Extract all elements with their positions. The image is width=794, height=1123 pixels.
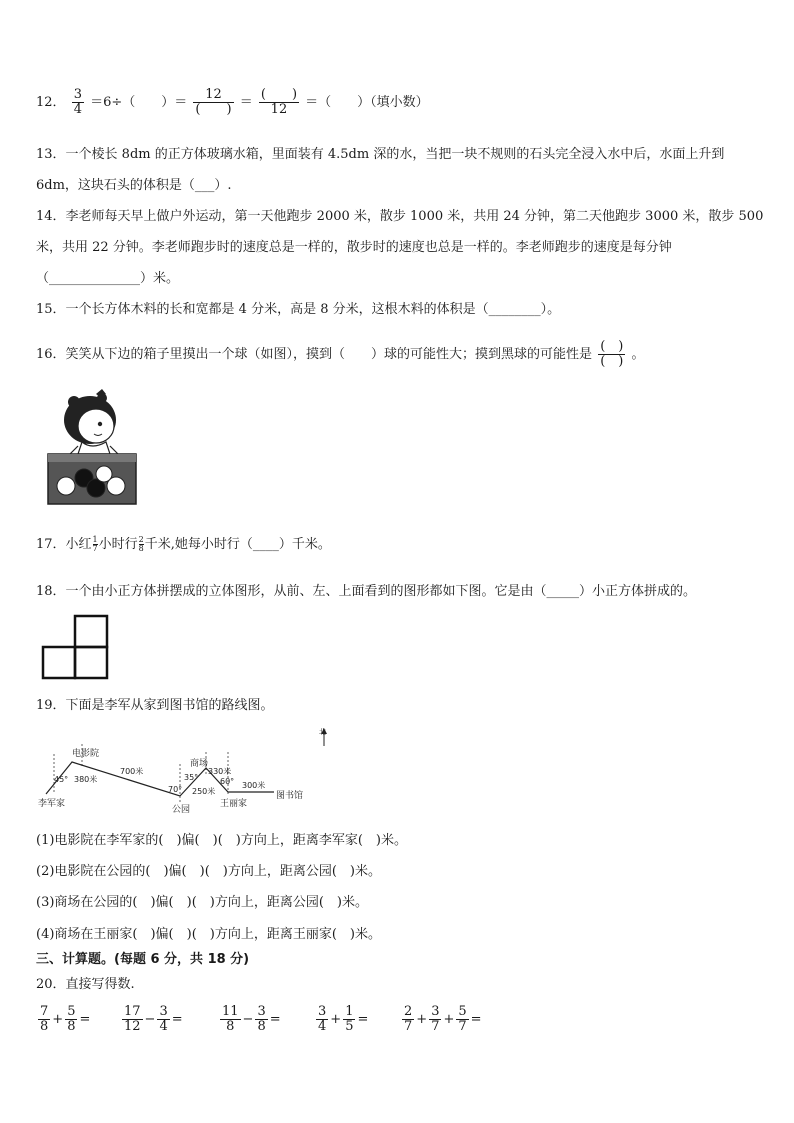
calc-item-1: $\frac{7}{8}$ + $\frac{5}{8}$ = (40, 1004, 91, 1034)
wang-home-label: 王丽家 (220, 799, 248, 809)
question-16: 16．笑笑从下边的箱子里摸出一个球（如图），摸到（ ）球的可能性大；摸到黑球的可能性是 $\frac{( )}{( )}$ 。 (36, 339, 645, 369)
calc-item-4: $\frac{3}{4}$ + $\frac{1}{5}$ = (318, 1004, 369, 1034)
angle-70-label: 70° (168, 785, 183, 794)
calc-item-3: $\frac{11}{8}$ − $\frac{3}{8}$ = (222, 1004, 281, 1034)
question-19-title: 19．下面是李军从家到图书馆的路线图。 (36, 698, 274, 713)
distance-250-label: 250米 (192, 787, 216, 796)
fraction-2-8: $\frac{2}{8}$ (138, 535, 144, 553)
question-17: 17．小红 $\frac{1}{7}$ 小时行 $\frac{2}{8}$ 千米,她每小时行（____）千米。 (36, 535, 331, 553)
distance-380-label: 380米 (74, 775, 98, 784)
route-map (30, 724, 340, 824)
question-13-line2: 6dm，这块石头的体积是（___）. (36, 178, 232, 193)
calc-item-2: $\frac{17}{12}$ − $\frac{3}{4}$ = (124, 1004, 183, 1034)
park-label: 公园 (172, 805, 191, 815)
angle-60-label: 60° (220, 777, 235, 786)
question-13-line1: 13．一个棱长 8dm 的正方体玻璃水箱，里面装有 4.5dm 深的水，当把一块不规则的石头完全浸入水中后，水面上升到 (36, 147, 725, 162)
fraction-blank: $\frac{( )}{( )}$ (600, 339, 624, 369)
library-label: 图书馆 (276, 791, 304, 801)
fraction-12-blank: $\frac{12}{( )}$ (195, 87, 232, 117)
distance-300-label: 300米 (242, 781, 266, 790)
fraction-3-4: $\frac{3}{4}$ (73, 87, 82, 117)
question-19-sub-4: (4)商场在王丽家( )偏( )( )方向上，距离王丽家( )米。 (36, 927, 381, 942)
question-12: 12． $\frac{3}{4}$ ＝6÷（ ）＝ $\frac{12}{( )}$ ＝ $\frac{( )}{12}$ ＝（ ）（填小数） (36, 87, 429, 117)
section-3-title: 三、计算题。(每题 6 分，共 18 分) (36, 952, 250, 967)
question-19-sub-1: (1)电影院在李军家的( )偏( )( )方向上，距离李军家( )米。 (36, 833, 407, 848)
cube-view-figure (40, 614, 110, 680)
angle-45-label: 45° (54, 775, 69, 784)
mall-label: 商场 (190, 759, 209, 769)
calc-item-5: $\frac{2}{7}$ + $\frac{3}{7}$ + $\frac{5}{7}$ = (404, 1004, 482, 1034)
girl-with-ball-box-illustration (44, 388, 140, 508)
angle-35-label: 35° (184, 773, 199, 782)
question-19-sub-3: (3)商场在公园的( )偏( )( )方向上，距离公园( )米。 (36, 895, 368, 910)
fraction-1-7: $\frac{1}{7}$ (92, 535, 98, 553)
cinema-label: 电影院 (72, 749, 100, 759)
question-19-sub-2: (2)电影院在公园的( )偏( )( )方向上，距离公园( )米。 (36, 864, 381, 879)
question-15: 15．一个长方体木料的长和宽都是 4 分米，高是 8 分米，这根木料的体积是（________）。 (36, 302, 561, 317)
fraction-blank-12: $\frac{( )}{12}$ (260, 87, 298, 117)
question-14-line3: （______________）米。 (36, 271, 180, 286)
question-14-line1: 14．李老师每天早上做户外运动，第一天他跑步 2000 米，散步 1000 米，共用 24 分钟，第二天他跑步 3000 米，散步 500 (36, 209, 764, 224)
home-label: 李军家 (38, 799, 66, 809)
distance-330-label: 330米 (208, 767, 232, 776)
question-18: 18．一个由小正方体拼摆成的立体图形，从前、左、上面看到的图形都如下图。它是由（_____）小正方体拼成的。 (36, 584, 697, 599)
distance-700-label: 700米 (120, 767, 144, 776)
north-label: 北 (319, 728, 326, 736)
question-14-line2: 米，共用 22 分钟。李老师跑步时的速度总是一样的，散步时的速度也总是一样的。李老师跑步的速度是每分钟 (36, 240, 672, 255)
question-20-title: 20．直接写得数. (36, 977, 135, 992)
